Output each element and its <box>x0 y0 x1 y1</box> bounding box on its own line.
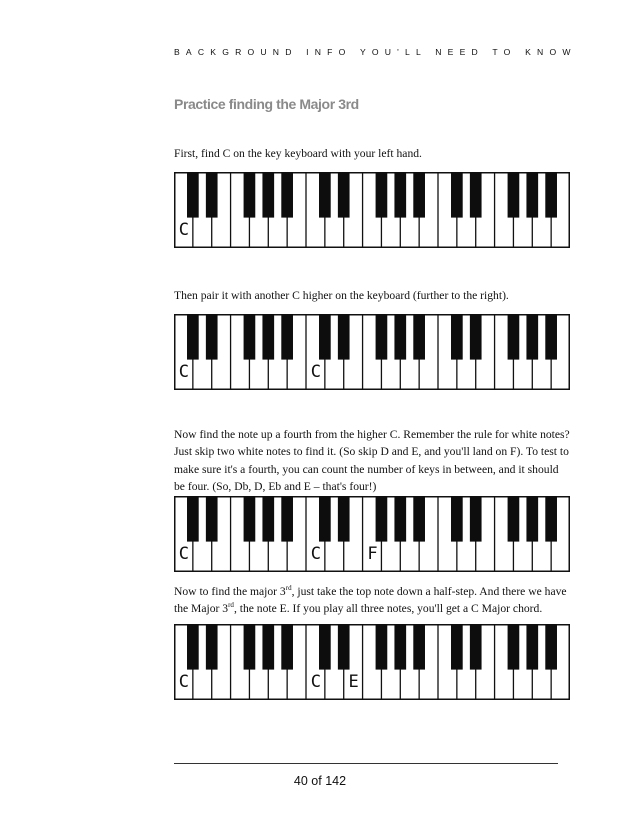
black-key <box>338 314 350 360</box>
note-label-c: C <box>310 672 322 692</box>
running-header: BACKGROUND INFO YOU'LL NEED TO KNOW <box>174 47 577 57</box>
black-key <box>470 314 482 360</box>
superscript-rd-1: rd <box>285 584 292 593</box>
piano-keyboard-3 <box>174 496 570 572</box>
black-key <box>470 496 482 542</box>
black-key <box>394 314 406 360</box>
note-label-e: E <box>348 672 359 692</box>
note-label-f: F <box>367 544 378 564</box>
black-key <box>244 314 256 360</box>
black-key <box>413 496 425 542</box>
piano-keyboard-4 <box>174 624 570 700</box>
black-key <box>508 496 520 542</box>
black-key <box>206 314 218 360</box>
black-key <box>508 172 520 218</box>
black-key <box>394 496 406 542</box>
instruction-step-1: First, find C on the key keyboard with your left hand. <box>174 147 422 160</box>
black-key <box>206 624 218 670</box>
black-key <box>319 172 331 218</box>
note-label-c: C <box>178 220 190 240</box>
black-key <box>262 172 274 218</box>
black-key <box>376 624 388 670</box>
black-key <box>338 624 350 670</box>
black-key <box>376 496 388 542</box>
black-key <box>545 314 557 360</box>
black-key <box>281 314 293 360</box>
black-key <box>319 624 331 670</box>
black-key <box>244 172 256 218</box>
footer-divider <box>174 763 558 764</box>
black-key <box>206 172 218 218</box>
black-key <box>545 496 557 542</box>
black-key <box>413 172 425 218</box>
page-number <box>0 774 638 788</box>
note-label-c: C <box>310 544 322 564</box>
black-key <box>187 172 199 218</box>
black-key <box>526 314 538 360</box>
black-key <box>545 172 557 218</box>
black-key <box>451 314 463 360</box>
black-key <box>470 172 482 218</box>
black-key <box>508 624 520 670</box>
piano-keyboard-2 <box>174 314 570 390</box>
black-key <box>281 624 293 670</box>
black-key <box>394 172 406 218</box>
black-key <box>262 314 274 360</box>
step-4-text-b: , just take the top note down a half-step. And there we have the Major 3 <box>174 585 567 616</box>
black-key <box>508 314 520 360</box>
step-4-text-a: Now to find the major 3 <box>174 585 286 598</box>
black-key <box>526 496 538 542</box>
note-label-c: C <box>178 544 190 564</box>
superscript-rd-2: rd <box>228 601 234 610</box>
black-key <box>244 624 256 670</box>
black-key <box>376 172 388 218</box>
step-4-text-c: , the note E. If you play all three notes, you'll get a C Major chord. <box>233 602 543 616</box>
black-key <box>545 624 557 670</box>
black-key <box>413 624 425 670</box>
instruction-step-4 <box>174 583 572 618</box>
instruction-step-3: Now find the note up a fourth from the higher C. Remember the rule for white notes? Just skip two white notes to find it. (So skip D and E, and you'll land on F). To test to make sure it's a fourth, you can count the number of keys in between, and it should be four. (So, Db, D, Eb and E – that's four!) <box>174 428 570 494</box>
instruction-step-2: Then pair it with another C higher on the keyboard (further to the right). <box>174 289 509 302</box>
black-key <box>451 496 463 542</box>
black-key <box>394 624 406 670</box>
black-key <box>281 172 293 218</box>
black-key <box>319 496 331 542</box>
piano-keyboard-1 <box>174 172 570 248</box>
black-key <box>187 624 199 670</box>
black-key <box>281 496 293 542</box>
black-key <box>338 172 350 218</box>
black-key <box>470 624 482 670</box>
black-key <box>413 314 425 360</box>
black-key <box>187 314 199 360</box>
black-key <box>244 496 256 542</box>
page-number-text: 40 of 142 <box>293 774 347 788</box>
black-key <box>526 624 538 670</box>
black-key <box>526 172 538 218</box>
note-label-c: C <box>178 362 190 382</box>
black-key <box>451 624 463 670</box>
black-key <box>319 314 331 360</box>
black-key <box>338 496 350 542</box>
black-key <box>206 496 218 542</box>
section-title: Practice finding the Major 3rd <box>174 96 359 112</box>
black-key <box>187 496 199 542</box>
black-key <box>262 496 274 542</box>
black-key <box>376 314 388 360</box>
black-key <box>262 624 274 670</box>
note-label-c: C <box>178 672 190 692</box>
note-label-c: C <box>310 362 322 382</box>
black-key <box>451 172 463 218</box>
